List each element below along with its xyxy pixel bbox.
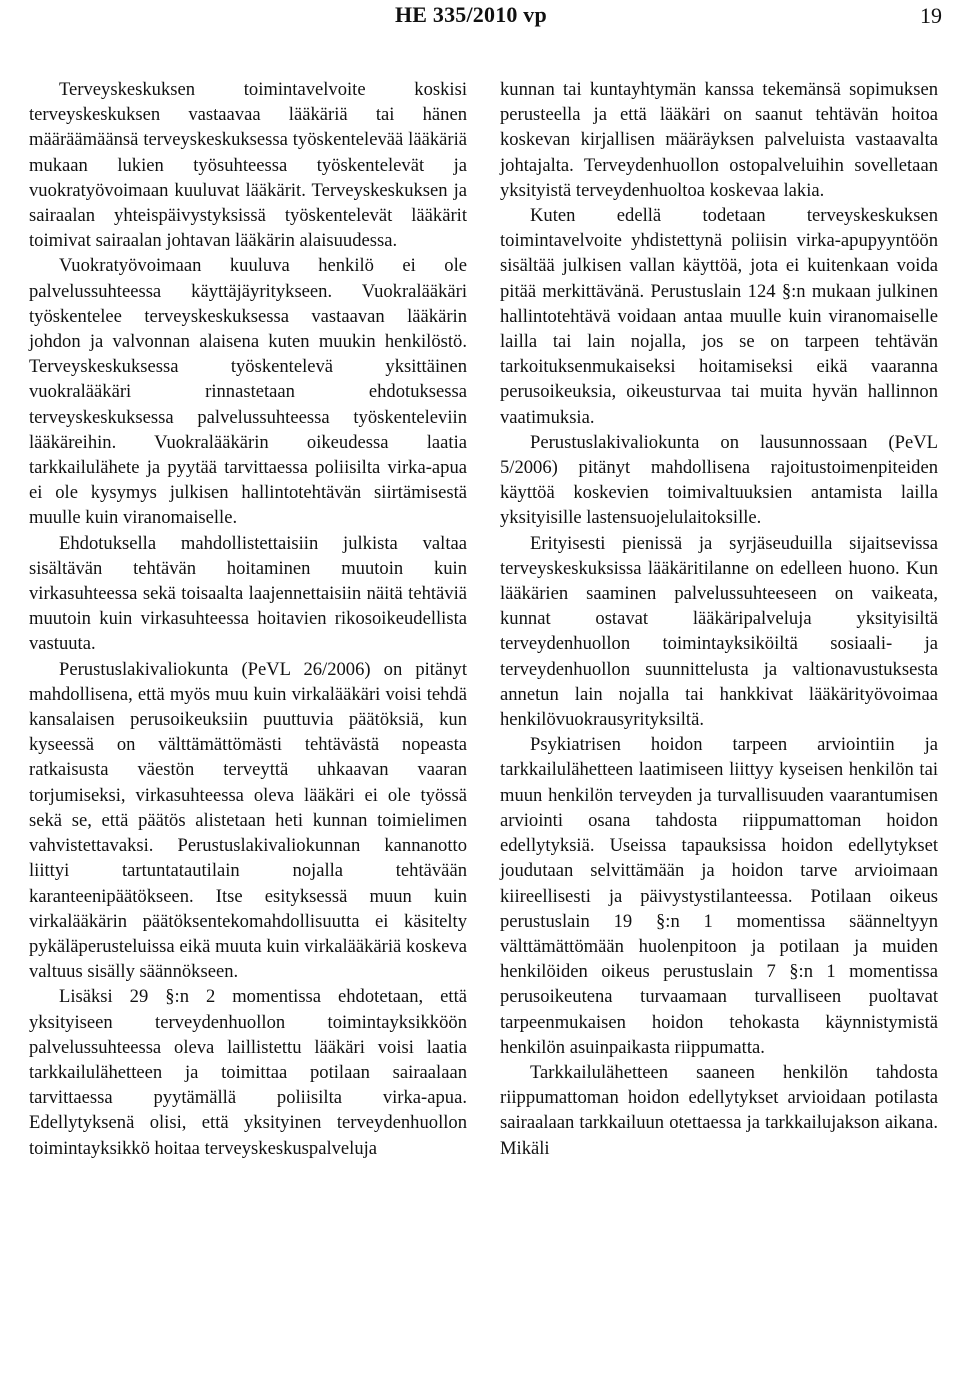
left-paragraph-4: Perustuslakivaliokunta (PeVL 26/2006) on pitänyt mahdollisena, että myös muu kuin virkalääkäri voisi tehdä kansalaisen perusoikeuksiin puuttuvia päätöksiä, kun kyseessä on välttämättömästi tehtävästä nopeasta ratkaisusta väestön terveyttä uhkaavan vaaran torjumiseksi, virkasuhteessa oleva lääkäri ei ole työssä sekä se, että päätös alistetaan heti kunnan toimielimen vahvistettavaksi. Perustuslakivaliokunnan kannanotto liittyi tartuntatautilain nojalla tehtävään karanteenipäätökseen. Itse esityksessä muun kuin virkalääkärin päätöksentekomahdollisuutta ei käsitelty pykäläperusteluissa eikä muuta kuin virkalääkäriä koskeva valtuus sisälly säännökseen. (29, 658, 467, 983)
right-paragraph-2: Kuten edellä todetaan terveyskeskuksen toimintavelvoite yhdistettynä poliisin virka-apupyyntöön sisältää julkisen vallan käyttöä, jota ei kuitenkaan voida pitää merkittävänä. Perustuslain 124 §:n mukaan julkinen hallintotehtävä voidaan antaa muulle kuin viranomaiselle lailla tai lain nojalla, jos se on tarpeen tehtävän tarkoituksenmukaiseksi hoitamiseksi eikä vaaranna perusoikeuksia, oikeusturvaa tai muita hyvän hallinnon vaatimuksia. (500, 205, 938, 428)
right-column (500, 77, 938, 1161)
right-paragraph-1: kunnan tai kuntayhtymän kanssa tekemänsä sopimuksen perusteella ja että lääkäri on saanut tehtävän hoitoa koskevan kirjallisen määräyksen palveluista vastaavalta johtajalta. Terveydenhuollon ostopalveluihin sovelletaan yksityistä terveydenhuoltoa koskevaa lakia. (500, 79, 938, 201)
left-paragraph-1: Terveyskeskuksen toimintavelvoite koskisi terveyskeskuksen vastaavaa lääkäriä tai hänen määräämäänsä terveyskeskuksessa työskentelevää lääkäriä mukaan lukien työsuhteessa työskentelevät ja vuokratyövoimaan kuuluvat lääkärit. Terveyskeskuksen ja sairaalan yhteispäivystyksissä työskentelevät lääkärit toimivat sairaalan johtavan lääkärin alaisuudessa. (29, 79, 467, 252)
left-paragraph-2: Vuokratyövoimaan kuuluva henkilö ei ole palvelussuhteessa käyttäjäyritykseen. Vuokralääkäri työskentelee terveyskeskuksessa vastaavan lääkärin johdon ja valvonnan alaisena kuten muukin henkilöstö. Terveyskeskuksessa työskentelevä yksittäinen vuokralääkäri rinnastetaan ehdotuksessa terveyskeskuksessa palvelussuhteessa työskenteleviin lääkäreihin. Vuokralääkärin oikeudessa laatia tarkkailulähete ja pyytää tarvittaessa poliisilta virka-apua ei ole kysymys julkisen hallintotehtävän siirtämisestä muulle kuin viranomaiselle. (29, 255, 467, 529)
right-paragraph-4: Erityisesti pienissä ja syrjäseuduilla sijaitsevissa terveyskeskuksissa lääkäritilanne on edelleen huono. Kun lääkärien saaminen palvelussuhteeseen on vaikeata, kunnat ostavat lääkäripalveluja yksityisiltä terveydenhuollon toimintayksiköiltä sosiaali- ja terveydenhuollon suunnittelusta ja valtionavustuksesta annetun lain nojalla tai hankkivat lääkärityövoimaa henkilövuokrausyrityksiltä. (500, 532, 938, 731)
left-paragraph-5: Lisäksi 29 §:n 2 momentissa ehdotetaan, että yksityiseen terveydenhuollon toimintayksikköön palvelussuhteessa oleva laillistettu lääkäri voisi laatia tarkkailulähetteen ja toimittaa potilaan sairaalaan tarvittaessa pyytämällä poliisilta virka-apua. Edellytyksenä olisi, että yksityinen terveydenhuollon toimintayksikkö hoitaa terveyskeskuspalveluja (29, 986, 467, 1159)
right-paragraph-3: Perustuslakivaliokunta on lausunnossaan (PeVL 5/2006) pitänyt mahdollisena rajoitustoimenpiteiden käyttöä koskevien toimivaltuuksien antamista lailla yksityisille lastensuojelulaitoksille. (500, 431, 938, 529)
page-header (0, 0, 960, 34)
left-paragraph-3: Ehdotuksella mahdollistettaisiin julkista valtaa sisältävän tehtävän hoitaminen muutoin kuin virkasuhteessa sekä toisaalta laajennettaisiin näitä tehtäviä muutoin kuin virkasuhteessa hoitavien rikosoikeudellista vastuuta. (29, 532, 467, 655)
right-paragraph-5: Psykiatrisen hoidon tarpeen arviointiin ja tarkkailulähetteen laatimiseen liittyy kyseisen henkilön tai muun henkilön terveyden ja turvallisuuden vaarantumisen arviointi osana tahdosta riippumattoman hoidon edellytyksiä. Useissa tapauksissa hoidon edellytykset joudutaan selvittämään ja hoidon tarve arvioimaan kiireellisesti ja päivystystilanteessa. Potilaan oikeus perustuslain 19 §:n 1 momentissa säänneltyyn välttämättömään huolenpitoon ja potilaan ja muiden henkilöiden oikeus perustuslain 7 §:n 1 momentissa perusoikeutena turvaamaan turvalliseen puoltavat tarpeenmukaisen hoidon tehokasta käynnistymistä henkilön asuinpaikasta riippumatta. (500, 734, 938, 1058)
right-paragraph-6: Tarkkailulähetteen saaneen henkilön tahdosta riippumattoman hoidon edellytykset arvioidaan potilasta sairaalaan tarkkailuun otettaessa ja tarkkailujakson aikana. Mikäli (500, 1061, 938, 1159)
left-column (29, 77, 467, 1161)
document-id: HE 335/2010 vp (395, 2, 547, 27)
page-number: 19 (920, 3, 942, 28)
